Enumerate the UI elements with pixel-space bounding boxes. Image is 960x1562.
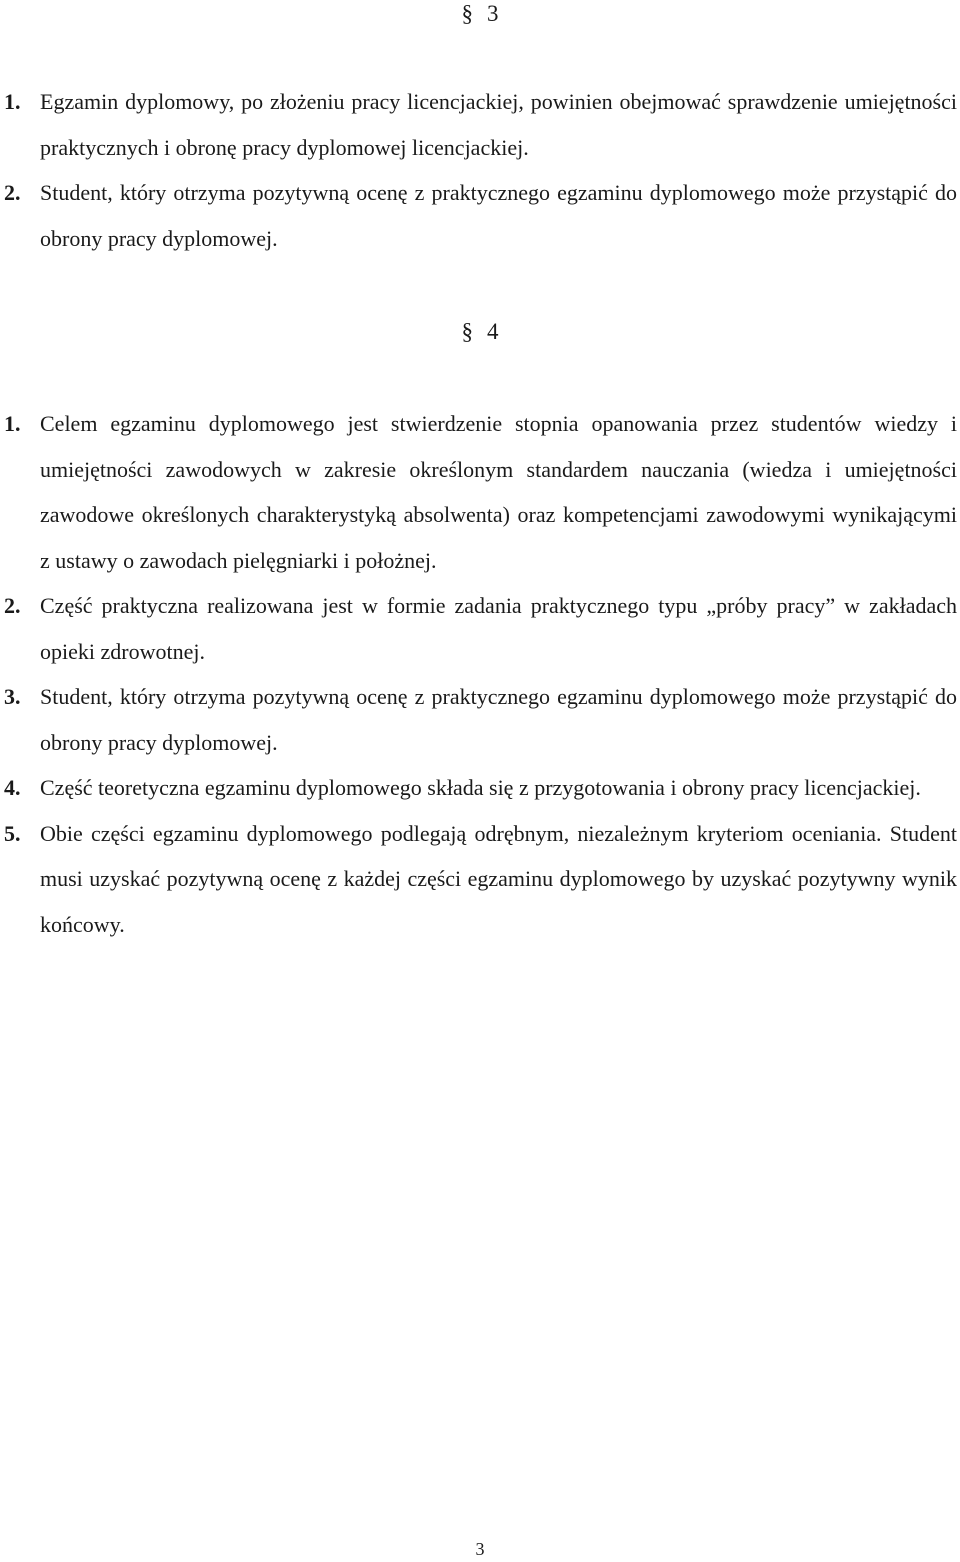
item-number: 5. (4, 820, 21, 846)
item-text: Część teoretyczna egzaminu dyplomowego składa się z przygotowania i obrony pracy licencjackiej. (40, 775, 921, 800)
list-item (0, 79, 957, 170)
list-item (0, 583, 957, 674)
item-text: Egzamin dyplomowy, po złożeniu pracy licencjackiej, powinien obejmować sprawdzenie umiejętności praktycznych i obronę pracy dyplomowej licencjackiej. (40, 89, 957, 160)
item-number: 2. (4, 180, 21, 205)
item-text: Student, który otrzyma pozytywną ocenę z praktycznego egzaminu dyplomowego może przystąpić do obrony pracy dyplomowej. (40, 180, 957, 251)
section-3-list (0, 79, 957, 261)
section-3-heading (0, 0, 960, 28)
item-number: 2. (4, 593, 21, 618)
item-text: Część praktyczna realizowana jest w formie zadania praktycznego typu „próby pracy” w zakładach opieki zdrowotnej. (40, 593, 957, 664)
paragraph-sign: § (461, 1, 473, 26)
item-text: Celem egzaminu dyplomowego jest stwierdzenie stopnia opanowania przez studentów wiedzy i umiejętności zawodowych w zakresie określonym standardem nauczania (wiedza i umiejętności zawodowe określonych charakterystyką absolwenta) oraz kompetencjami zawodowymi wynikającymi z ustawy o zawodach pielęgniarki i położnej. (40, 411, 957, 573)
list-item (0, 170, 957, 261)
list-item (0, 765, 957, 811)
section-number: 4 (487, 319, 499, 344)
section-4-heading (0, 318, 960, 346)
item-number: 3. (4, 684, 21, 709)
list-item (0, 674, 957, 765)
page-number: 3 (475, 1539, 485, 1559)
item-number: 1. (4, 411, 21, 436)
item-number: 1. (4, 89, 21, 114)
list-item (0, 811, 957, 948)
section-4-list (0, 401, 957, 947)
item-text: Obie części egzaminu dyplomowego podlegają odrębnym, niezależnym kryteriom oceniania. Student musi uzyskać pozytywną ocenę z każdej części egzaminu dyplomowego by uzyskać pozytywny wynik końcowy. (40, 820, 957, 937)
paragraph-sign: § (461, 319, 473, 344)
item-number: 4. (4, 775, 21, 800)
section-number: 3 (487, 1, 499, 26)
list-item (0, 401, 957, 583)
item-text: Student, który otrzyma pozytywną ocenę z praktycznego egzaminu dyplomowego może przystąpić do obrony pracy dyplomowej. (40, 684, 957, 755)
